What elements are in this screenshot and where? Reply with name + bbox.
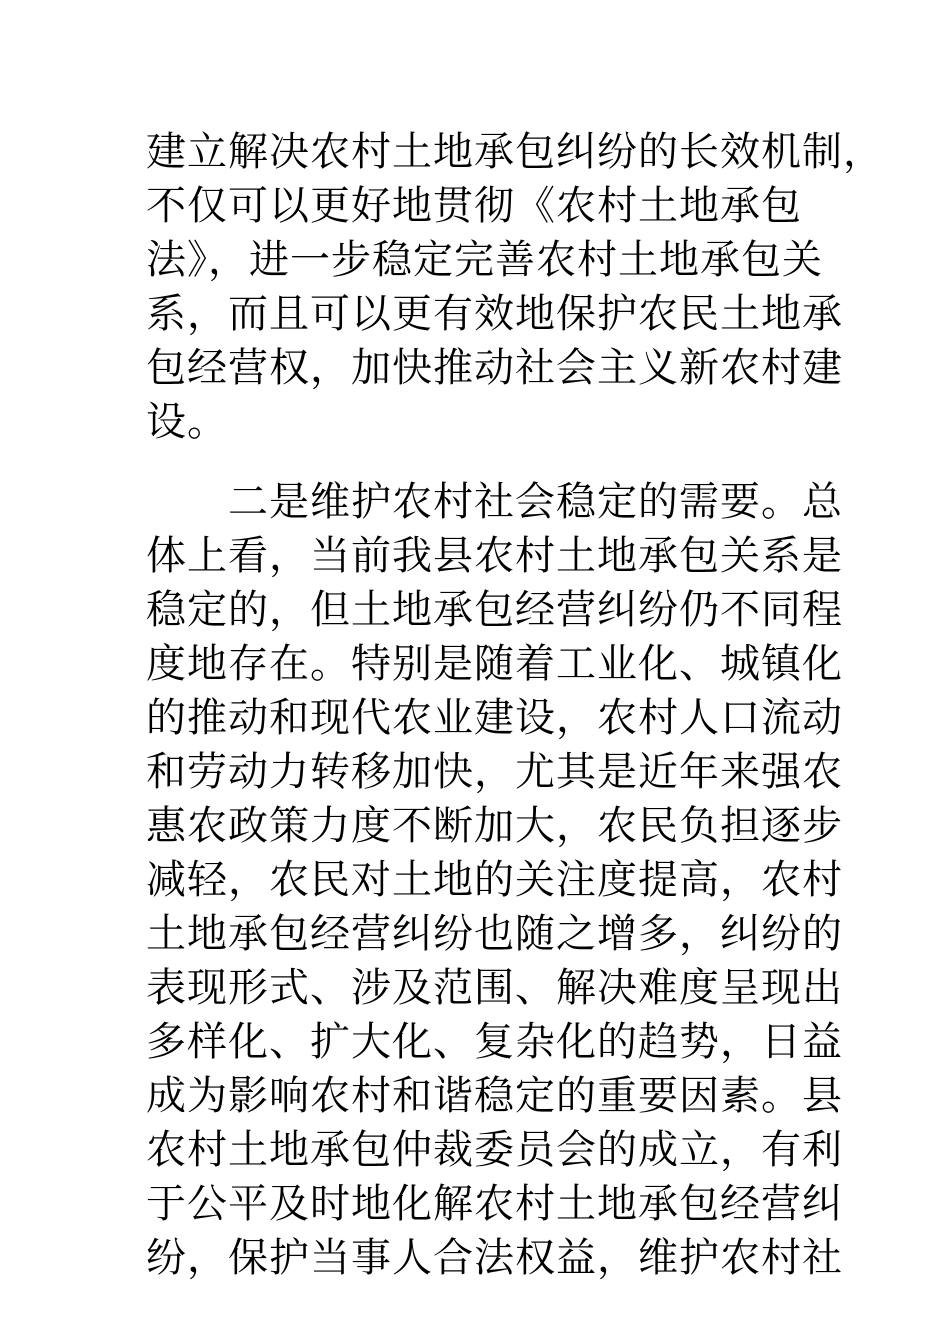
paragraph-line: 减轻，农民对土地的关注度提高，农村 (146, 857, 843, 903)
paragraph-line: 的推动和现代农业建设，农村人口流动 (146, 695, 843, 741)
paragraph-line: 惠农政策力度不断加大，农民负担逐步 (146, 803, 843, 849)
paragraph-line: 土地承包经营纠纷也随之增多，纠纷的 (146, 911, 843, 957)
paragraph-line: 表现形式、涉及范围、解决难度呈现出 (146, 965, 843, 1011)
paragraph-line: 系，而且可以更有效地保护农民土地承 (146, 291, 843, 337)
paragraph-line: 度地存在。特别是随着工业化、城镇化 (146, 641, 843, 687)
paragraph-line: 成为影响农村和谐稳定的重要因素。县 (146, 1073, 843, 1119)
paragraph-line: 体上看，当前我县农村土地承包关系是 (146, 533, 843, 579)
paragraph-line: 于公平及时地化解农村土地承包经营纠 (146, 1181, 843, 1227)
paragraph-line: 农村土地承包仲裁委员会的成立，有利 (146, 1127, 843, 1173)
paragraph-line: 设。 (146, 399, 228, 445)
paragraph-line: 包经营权，加快推动社会主义新农村建 (146, 345, 843, 391)
paragraph-line: 法》，进一步稳定完善农村土地承包关 (146, 237, 823, 283)
paragraph-line: 建立解决农村土地承包纠纷的长效机制， (146, 129, 884, 175)
paragraph-1 (146, 125, 884, 449)
paragraph-line: 和劳动力转移加快，尤其是近年来强农 (146, 749, 843, 795)
paragraph-line: 不仅可以更好地贯彻《农村土地承包 (146, 183, 802, 229)
paragraph-line: 稳定的，但土地承包经营纠纷仍不同程 (146, 587, 843, 633)
paragraph-line: 纷，保护当事人合法权益，维护农村社 (146, 1235, 843, 1281)
paragraph-line: 多样化、扩大化、复杂化的趋势，日益 (146, 1019, 843, 1065)
paragraph-2 (146, 475, 843, 1285)
paragraph-line: 二是维护农村社会稳定的需要。总 (146, 479, 843, 525)
